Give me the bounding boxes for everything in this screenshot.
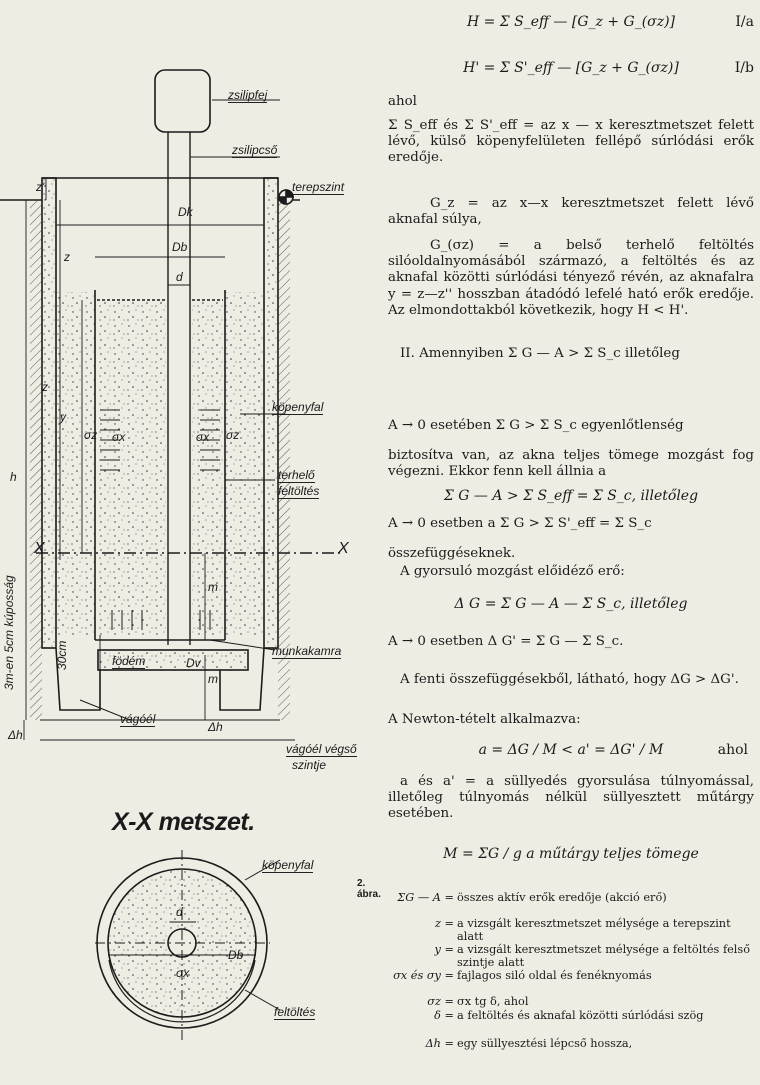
label-h: h [10,470,17,484]
definition-value: összes aktív erők eredője (akció erő) [457,891,667,904]
paragraph-3: G_(σz) = a belső terhelő feltöltés silóoldalnyomásából származó, a feltöltés és az aknafal közötti súrlódási tényező révén, az aknafalra y = z—z'' hosszban átadódó lefelé ható erők eredője. Az elmondottakból következik, hogy H < H'. [388,238,754,318]
definition-key: σx és σy = [393,969,454,982]
label-30cm: 30cm [55,640,69,670]
definition-value: σx tg δ, ahol [457,995,529,1008]
definition-value: a feltöltés és aknafal közötti súrlódási szög [457,1009,704,1022]
label-d-section: d [176,905,183,919]
label-feltoltes: feltöltés [278,484,320,498]
definition-key: ΣG — A = [397,891,454,904]
definition-value: fajlagos siló oldal és fenéknyomás [457,969,652,982]
figure-caption: 2. ábra. [357,878,381,900]
equation-3: Σ G — A > Σ S_eff = Σ S_c, illetőleg [443,488,699,504]
label-kupossag: 3m-en 5cm kúposság [2,575,16,690]
cross-section [95,850,280,1040]
label-sigma-x-right: σx [196,430,210,444]
fill-left [97,300,166,635]
label-kopenyfal: köpenyfal [272,400,324,414]
ahol: ahol [388,94,417,109]
label-m-2: m [208,672,218,686]
definition-value: a vizsgált keresztmetszet mélysége a terepszint alatt [457,917,731,943]
paragraph-2: G_z = az x—x keresztmetszet felett lévő aknafal súlya, [388,196,754,228]
label-sigma-z-right: σz [226,428,240,442]
label-zsilipcso: zsilipcső [232,143,278,157]
label-d: d [176,270,183,284]
label-sigma-x-left: σx [112,430,126,444]
section-title: X-X metszet. [112,808,255,836]
label-y: y [60,410,66,424]
label-z-prime: z' [36,180,45,194]
paragraph-10: A Newton-tételt alkalmazva: [388,712,581,727]
definition-key: σz = [427,995,454,1008]
equation-2: H' = Σ S'_eff — [G_z + G_(σz)] I/b [463,60,754,76]
label-x-left: X [34,540,45,557]
paragraph-4: II. Amennyiben Σ G — A > Σ S_c illetőleg [400,346,680,361]
label-z-upper: z [64,250,70,264]
paragraph-1: Σ S_eff és Σ S'_eff = az x — x keresztmetszet felett lévő, külső köpenyfelületen fellépő súrlódási erők eredője. [388,118,754,166]
paragraph-9: A fenti összefüggésekből, látható, hogy ΔG > ΔG'. [400,672,739,687]
label-sigma-z-left: σz [84,428,98,442]
airlock-head [155,70,210,132]
label-db-section: Db [228,948,244,962]
definition-key: z = [434,917,454,930]
paragraph-5: A → 0 esetében Σ G > Σ S_c egyenlőtlenség [388,418,684,433]
definition-key: Δh = [425,1037,454,1050]
work-chamber [40,640,295,740]
definition-value: a vizsgált keresztmetszet mélysége a feltöltés felső szintje alatt [457,943,751,969]
label-dh-right: Δh [208,720,223,734]
label-zsilipfej: zsilipfej [228,88,268,102]
label-kopenyfal-2: köpenyfal [262,858,314,872]
paragraph-7: összefüggéseknek. [388,546,516,561]
label-terepszint: terepszint [292,180,345,194]
definition-key: y = [434,943,454,956]
label-vagoel: vágóél [120,712,156,726]
definition-value: egy süllyesztési lépcső hossza, [457,1037,633,1050]
paragraph-8: A gyorsuló mozgást előidéző erő: [400,564,625,579]
equation-4: A → 0 esetben a Σ G > Σ S'_eff = Σ S_c [388,516,652,531]
label-z-lower: z [42,380,48,394]
label-Db: Db [172,240,188,254]
label-szintje: szintje [292,758,327,772]
label-Dk: Dk [178,205,193,219]
label-sigma-x-section: σx [176,966,190,980]
label-feltoltes-2: feltöltés [274,1005,316,1019]
paragraph-6: biztosítva van, az akna teljes tömege mozgást fog végezni. Ekkor fenn kell állnia a [388,448,754,480]
paragraph-11: a és a' = a süllyedés gyorsulása túlnyomással, illetőleg túlnyomás nélkül süllyesztett műtárgy esetében. [388,774,754,822]
label-terhelo: terhelő [278,468,315,482]
label-m: m [208,580,218,594]
definition-key: δ = [434,1009,454,1022]
label-Dv: Dv [186,656,201,670]
label-dh-left: Δh [8,728,23,742]
equation-5: Δ G = Σ G — A — Σ S_c, illetőleg [454,596,688,612]
label-vagoel-vegso: vágóél végső [286,742,357,756]
label-fodem: födém [112,654,146,668]
equation-8: M = ΣG / g a műtárgy teljes tömege [443,846,699,862]
equation-1: H = Σ S_eff — [G_z + G_(σz)] I/a [466,14,754,30]
label-munkakamra: munkakamra [272,644,342,658]
label-x-right: X [338,540,349,557]
equation-6: A → 0 esetben Δ G' = Σ G — Σ S_c. [388,634,624,649]
equation-7: a = ΔG / M < a' = ΔG' / M ahol [478,742,748,758]
